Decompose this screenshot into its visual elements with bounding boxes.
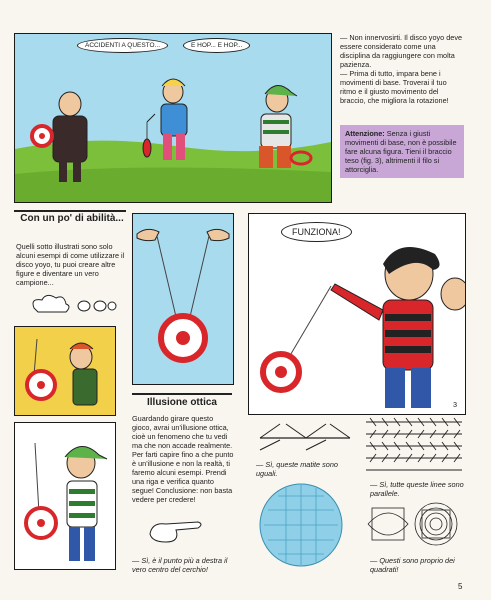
caption-squares: — Questi sono proprio dei quadrati! bbox=[370, 556, 455, 574]
yellow-yoyo-panel bbox=[14, 326, 116, 416]
attention-label: Attenzione: bbox=[345, 129, 385, 138]
speech-bubble-hop: E HOP... E HOP... bbox=[183, 38, 250, 53]
cloud-yoyo-doodle bbox=[28, 292, 118, 316]
caption-center: — Sì, è il punto più a destra il vero centro del cerchio! bbox=[132, 556, 228, 574]
pencils-illusion bbox=[256, 418, 356, 454]
section2-heading: Illusione ottica bbox=[146, 397, 217, 408]
section1-text: Quelli sotto illustrati sono solo alcuni esempi di come utilizzare il disco yoyo, tu puoi creare altre figure e diventare un vero campione... bbox=[16, 242, 125, 287]
boy-green-cap-illustration bbox=[15, 423, 115, 569]
speech-bubble-funziona: FUNZIONA! bbox=[281, 222, 352, 242]
speech-bubble-accidenti: ACCIDENTI A QUESTO... bbox=[77, 38, 168, 53]
page-number: 5 bbox=[458, 582, 463, 591]
attention-box bbox=[340, 125, 464, 178]
parallel-lines-illusion bbox=[366, 416, 462, 476]
attention-text: Senza i giusti movimenti di base, non è possibile fare alcuna figura. Tieni il braccio teso (fig. 3), altrimenti il filo si attorciglia. bbox=[345, 129, 457, 174]
figure-number: 3 bbox=[453, 400, 458, 409]
pointing-hand-icon bbox=[146, 512, 206, 546]
top-comic-panel bbox=[14, 33, 332, 203]
section1-rule bbox=[14, 210, 126, 212]
funziona-panel bbox=[248, 213, 466, 415]
section2-rule bbox=[132, 393, 232, 395]
boy-throwing-yoyo-illustration bbox=[249, 214, 465, 414]
green-hat-boy-panel bbox=[14, 422, 116, 570]
section1-heading: Con un po' di abilità... bbox=[20, 213, 124, 224]
caption-pencils: — Sì, queste matite sono uguali. bbox=[256, 460, 338, 478]
squares-illusion bbox=[366, 502, 462, 548]
intro-text: — Non innervosirti. Il disco yoyo deve essere considerato come una disciplina da raggiungere con molta pazienza. — Prima di tutto, impara bene i movimenti di base. Troverai il tuo ritmo e il giusto movimento del braccio, che migliora la rotazione! bbox=[340, 33, 463, 105]
boy-yoyo-illustration bbox=[15, 327, 115, 415]
caption-parallel: — Sì, tutte queste linee sono parallele. bbox=[370, 480, 464, 498]
center-yoyo-panel bbox=[132, 213, 234, 385]
comic-scene-yoyo-kids bbox=[15, 34, 331, 202]
blue-circle-illusion bbox=[258, 482, 344, 568]
hands-yoyo-illustration bbox=[133, 214, 233, 384]
section2-text: Guardando girare questo gioco, avrai un'illusione ottica, cioè un fenomeno che tu vedi ma che non accade realmente. Per farti capire fino a che punto è un'illusione e non la realtà, ti faremo alcuni esempi. Prendi una riga e verifica quanto segue! Conclusione: non basta vedere per credere! bbox=[132, 414, 234, 504]
